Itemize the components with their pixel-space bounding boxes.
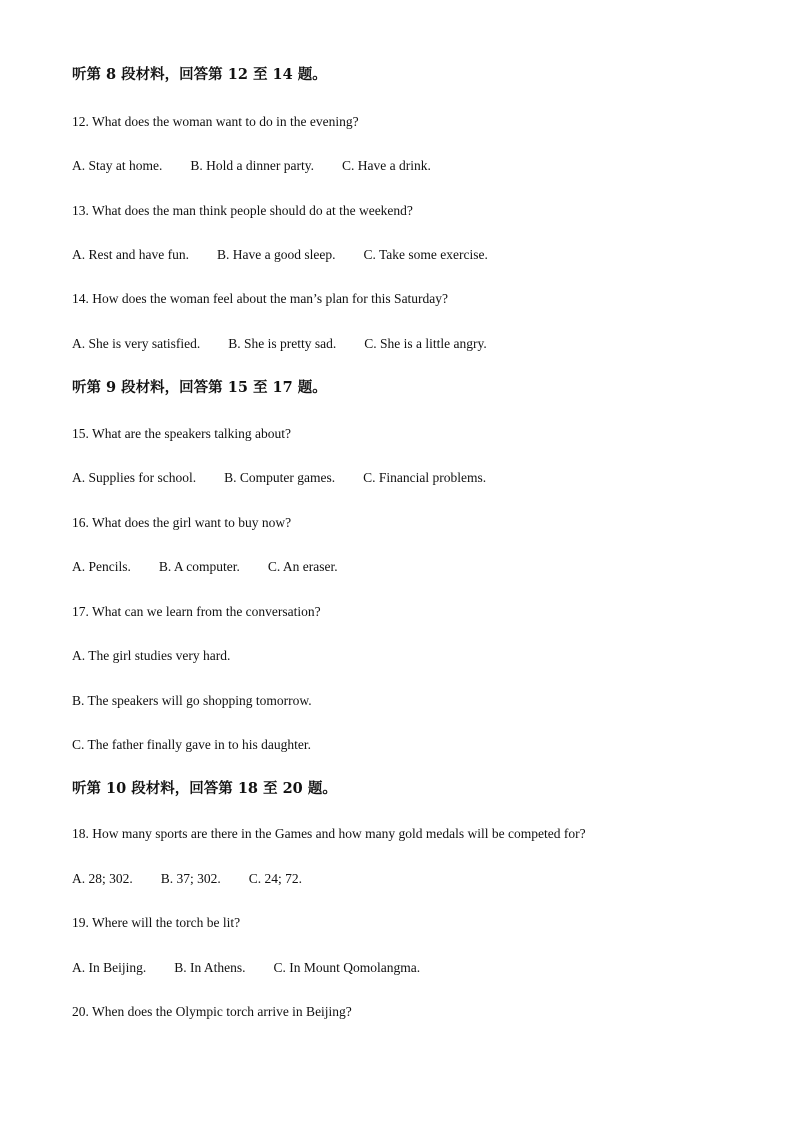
option-a: A. She is very satisfied. <box>72 336 201 351</box>
option-c: C. She is a little angry. <box>364 336 487 351</box>
question-17-option-c: C. The father finally gave in to his daughter. <box>72 737 311 752</box>
question-17-option-b: B. The speakers will go shopping tomorrow. <box>72 693 312 708</box>
section-heading-passage-9: 听第 9 段材料，回答第 15 至 17 题。 <box>72 379 327 396</box>
option-a: A. Stay at home. <box>72 158 163 173</box>
question-19-stem: 19. Where will the torch be lit? <box>72 915 241 930</box>
option-a: A. Supplies for school. <box>72 470 197 485</box>
option-c: C. An eraser. <box>267 559 338 574</box>
question-13-stem: 13. What does the man think people should do at the weekend? <box>72 203 413 218</box>
question-17-option-a: A. The girl studies very hard. <box>72 648 231 663</box>
question-17-stem: 17. What can we learn from the conversation? <box>72 604 321 619</box>
option-a: A. Pencils. <box>72 559 131 574</box>
question-16-options <box>72 558 338 576</box>
option-a: A. 28; 302. <box>72 871 133 886</box>
question-14-stem: 14. How does the woman feel about the man’s plan for this Saturday? <box>72 291 449 306</box>
section-heading-passage-8: 听第 8 段材料，回答第 12 至 14 题。 <box>72 66 327 83</box>
option-c: C. In Mount Qomolangma. <box>273 960 421 975</box>
option-b: B. She is pretty sad. <box>228 336 337 351</box>
question-15-options <box>72 469 486 487</box>
option-c: C. Have a drink. <box>341 158 431 173</box>
question-19-options <box>72 959 420 977</box>
option-b: B. Have a good sleep. <box>216 247 336 262</box>
question-18-stem: 18. How many sports are there in the Games and how many gold medals will be competed for? <box>72 826 586 841</box>
option-c: C. Take some exercise. <box>363 247 488 262</box>
option-c: C. 24; 72. <box>248 871 303 886</box>
question-18-options <box>72 870 302 888</box>
option-b: B. Hold a dinner party. <box>190 158 314 173</box>
option-b: B. A computer. <box>158 559 240 574</box>
question-16-stem: 16. What does the girl want to buy now? <box>72 515 292 530</box>
option-c: C. Financial problems. <box>363 470 487 485</box>
option-a: A. In Beijing. <box>72 960 147 975</box>
option-a: A. Rest and have fun. <box>72 247 189 262</box>
question-15-stem: 15. What are the speakers talking about? <box>72 426 292 441</box>
question-12-options <box>72 157 431 175</box>
question-20-stem: 20. When does the Olympic torch arrive in Beijing? <box>72 1004 352 1019</box>
option-b: B. In Athens. <box>174 960 246 975</box>
section-heading-passage-10: 听第 10 段材料，回答第 18 至 20 题。 <box>72 780 337 797</box>
question-14-options <box>72 335 487 353</box>
option-b: B. 37; 302. <box>160 871 221 886</box>
option-b: B. Computer games. <box>224 470 336 485</box>
question-12-stem: 12. What does the woman want to do in the evening? <box>72 114 359 129</box>
question-13-options <box>72 246 488 264</box>
